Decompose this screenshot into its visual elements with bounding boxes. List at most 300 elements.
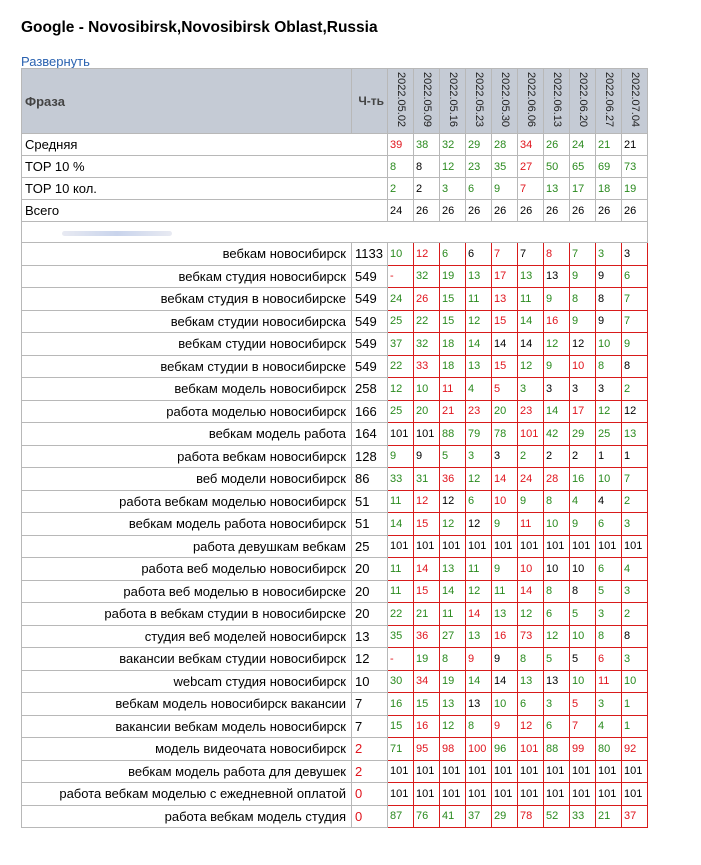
position-cell: 13 <box>466 693 492 716</box>
phrase-cell[interactable]: работа вебкам моделью новосибирск <box>22 490 352 513</box>
count-cell: 86 <box>352 468 388 491</box>
summary-value: 3 <box>440 178 466 200</box>
expand-link[interactable]: Развернуть <box>21 54 90 69</box>
position-cell: 1 <box>596 445 622 468</box>
position-cell: 3 <box>570 378 596 401</box>
position-cell: 14 <box>544 400 570 423</box>
summary-value: 26 <box>492 200 518 222</box>
position-cell: 101 <box>440 760 466 783</box>
position-cell: - <box>388 265 414 288</box>
phrase-cell[interactable]: модель видеочата новосибирск <box>22 738 352 761</box>
summary-value: 32 <box>440 134 466 156</box>
position-cell: 3 <box>466 445 492 468</box>
position-cell: 14 <box>388 513 414 536</box>
position-cell: 37 <box>622 805 648 828</box>
position-cell: 10 <box>622 670 648 693</box>
position-cell: 9 <box>492 648 518 671</box>
date-column-header[interactable] <box>518 69 544 134</box>
table-row <box>22 378 648 401</box>
position-cell: 18 <box>440 333 466 356</box>
date-column-header[interactable] <box>544 69 570 134</box>
date-column-header[interactable] <box>492 69 518 134</box>
count-cell: 7 <box>352 693 388 716</box>
count-column-header[interactable]: Ч-ть <box>352 69 388 134</box>
position-cell: 5 <box>570 693 596 716</box>
table-row <box>22 580 648 603</box>
position-cell: 10 <box>570 355 596 378</box>
position-cell: 13 <box>622 423 648 446</box>
table-row <box>22 513 648 536</box>
position-cell: 22 <box>414 310 440 333</box>
position-cell: 11 <box>596 670 622 693</box>
count-cell: 10 <box>352 670 388 693</box>
date-column-header[interactable] <box>414 69 440 134</box>
position-cell: 16 <box>492 625 518 648</box>
phrase-cell[interactable]: работа в вебкам студии в новосибирске <box>22 603 352 626</box>
summary-value: 26 <box>544 200 570 222</box>
phrase-cell[interactable]: работа моделью новосибирск <box>22 400 352 423</box>
position-cell: 24 <box>518 468 544 491</box>
summary-value: 23 <box>466 156 492 178</box>
summary-value: 19 <box>622 178 648 200</box>
phrase-cell[interactable]: вебкам студии в новосибирске <box>22 355 352 378</box>
position-cell: 22 <box>388 355 414 378</box>
phrase-cell[interactable]: вебкам модель работа <box>22 423 352 446</box>
position-cell: 76 <box>414 805 440 828</box>
position-cell: 101 <box>596 760 622 783</box>
position-cell: 101 <box>492 783 518 806</box>
position-cell: 31 <box>414 468 440 491</box>
position-cell: 15 <box>440 310 466 333</box>
count-cell: 1133 <box>352 243 388 266</box>
position-cell: 101 <box>544 760 570 783</box>
position-cell: 96 <box>492 738 518 761</box>
summary-value: 21 <box>596 134 622 156</box>
position-cell: 7 <box>570 243 596 266</box>
position-cell: 3 <box>596 378 622 401</box>
position-cell: 101 <box>622 760 648 783</box>
count-cell: 25 <box>352 535 388 558</box>
phrase-column-header[interactable]: Фраза <box>22 69 352 134</box>
position-cell: 14 <box>518 310 544 333</box>
position-cell: 80 <box>596 738 622 761</box>
date-label: 2022.05.30 <box>498 72 511 128</box>
phrase-cell[interactable]: вебкам модель работа для девушек <box>22 760 352 783</box>
position-cell: 14 <box>518 333 544 356</box>
position-cell: 8 <box>544 490 570 513</box>
position-cell: 101 <box>596 535 622 558</box>
position-cell: 2 <box>570 445 596 468</box>
position-cell: 14 <box>466 670 492 693</box>
position-cell: 11 <box>466 558 492 581</box>
position-cell: 9 <box>492 715 518 738</box>
count-cell: 20 <box>352 603 388 626</box>
position-cell: 10 <box>570 558 596 581</box>
position-cell: 9 <box>570 513 596 536</box>
position-cell: 12 <box>596 400 622 423</box>
position-cell: 11 <box>388 580 414 603</box>
position-cell: 9 <box>544 288 570 311</box>
phrase-cell[interactable]: студия веб моделей новосибирск <box>22 625 352 648</box>
position-cell: 6 <box>622 265 648 288</box>
summary-value: 50 <box>544 156 570 178</box>
position-cell: 8 <box>596 355 622 378</box>
summary-value: 26 <box>622 200 648 222</box>
position-cell: 10 <box>414 378 440 401</box>
position-cell: 101 <box>518 535 544 558</box>
table-row <box>22 693 648 716</box>
position-cell: 37 <box>466 805 492 828</box>
position-cell: 16 <box>570 468 596 491</box>
position-cell: 6 <box>544 603 570 626</box>
summary-value: 6 <box>466 178 492 200</box>
position-cell: 95 <box>414 738 440 761</box>
phrase-cell[interactable]: вебкам новосибирск <box>22 243 352 266</box>
summary-value: 28 <box>492 134 518 156</box>
date-column-header[interactable] <box>622 69 648 134</box>
position-cell: 13 <box>466 265 492 288</box>
phrase-cell[interactable]: работа вебкам новосибирск <box>22 445 352 468</box>
position-cell: 23 <box>466 400 492 423</box>
position-cell: 7 <box>492 243 518 266</box>
phrase-cell[interactable]: работа веб моделью новосибирск <box>22 558 352 581</box>
count-cell: 549 <box>352 310 388 333</box>
table-row <box>22 355 648 378</box>
summary-row <box>22 134 648 156</box>
table-row <box>22 288 648 311</box>
position-cell: 8 <box>570 580 596 603</box>
date-label: 2022.06.13 <box>550 72 563 128</box>
position-cell: 9 <box>388 445 414 468</box>
position-cell: 13 <box>518 670 544 693</box>
position-cell: 2 <box>518 445 544 468</box>
position-cell: 14 <box>492 468 518 491</box>
date-column-header[interactable] <box>440 69 466 134</box>
count-cell: 166 <box>352 400 388 423</box>
position-cell: 12 <box>414 243 440 266</box>
position-cell: 101 <box>544 783 570 806</box>
summary-value: 8 <box>388 156 414 178</box>
position-cell: 101 <box>518 760 544 783</box>
position-cell: 92 <box>622 738 648 761</box>
position-cell: 4 <box>622 558 648 581</box>
phrase-cell[interactable]: работа вебкам моделью с ежедневной оплатой <box>22 783 352 806</box>
summary-value: 26 <box>570 200 596 222</box>
position-cell: 101 <box>544 535 570 558</box>
table-row <box>22 648 648 671</box>
summary-value: 12 <box>440 156 466 178</box>
count-cell: 0 <box>352 805 388 828</box>
summary-value: 73 <box>622 156 648 178</box>
position-cell: 13 <box>544 670 570 693</box>
date-column-header[interactable] <box>596 69 622 134</box>
position-cell: 11 <box>388 490 414 513</box>
position-cell: 10 <box>492 693 518 716</box>
summary-value: 26 <box>596 200 622 222</box>
position-cell: 1 <box>622 715 648 738</box>
table-row <box>22 265 648 288</box>
position-cell: 27 <box>440 625 466 648</box>
date-label: 2022.06.27 <box>602 72 615 128</box>
position-cell: 36 <box>414 625 440 648</box>
summary-value: 26 <box>518 200 544 222</box>
page-title: Google - Novosibirsk,Novosibirsk Oblast,Russia <box>21 19 378 36</box>
position-cell: 12 <box>518 603 544 626</box>
position-cell: 98 <box>440 738 466 761</box>
summary-value: 13 <box>544 178 570 200</box>
position-cell: 10 <box>596 333 622 356</box>
phrase-cell[interactable]: вебкам студии новосибирска <box>22 310 352 333</box>
table-row <box>22 310 648 333</box>
position-cell: 19 <box>414 648 440 671</box>
position-cell: 101 <box>466 535 492 558</box>
count-cell: 164 <box>352 423 388 446</box>
position-cell: 5 <box>570 648 596 671</box>
summary-value: 34 <box>518 134 544 156</box>
position-cell: 71 <box>388 738 414 761</box>
position-cell: 6 <box>596 648 622 671</box>
position-cell: 9 <box>492 558 518 581</box>
position-cell: 13 <box>492 288 518 311</box>
position-cell: 101 <box>570 535 596 558</box>
position-cell: 101 <box>388 760 414 783</box>
position-cell: 19 <box>440 265 466 288</box>
phrase-cell[interactable]: вебкам модель работа новосибирск <box>22 513 352 536</box>
position-cell: 13 <box>440 558 466 581</box>
position-cell: 4 <box>466 378 492 401</box>
summary-label: Средняя <box>22 134 388 156</box>
position-cell: 101 <box>492 760 518 783</box>
position-cell: 11 <box>518 513 544 536</box>
position-cell: 6 <box>596 558 622 581</box>
position-cell: 11 <box>492 580 518 603</box>
position-cell: 10 <box>544 513 570 536</box>
table-row <box>22 400 648 423</box>
count-cell: 51 <box>352 490 388 513</box>
position-cell: 32 <box>414 333 440 356</box>
date-label: 2022.05.02 <box>394 72 407 128</box>
count-cell: 128 <box>352 445 388 468</box>
position-cell: 7 <box>622 288 648 311</box>
position-cell: 6 <box>466 490 492 513</box>
position-cell: 15 <box>414 693 440 716</box>
position-cell: 13 <box>518 265 544 288</box>
position-cell: 41 <box>440 805 466 828</box>
position-cell: 15 <box>414 513 440 536</box>
position-cell: 2 <box>622 378 648 401</box>
summary-value: 7 <box>518 178 544 200</box>
phrase-cell[interactable]: работа девушкам вебкам <box>22 535 352 558</box>
position-cell: 3 <box>622 648 648 671</box>
position-cell: 8 <box>596 625 622 648</box>
phrase-cell[interactable]: вебкам студия в новосибирске <box>22 288 352 311</box>
position-cell: 100 <box>466 738 492 761</box>
summary-value: 39 <box>388 134 414 156</box>
phrase-cell[interactable]: вакансии вебкам модель новосибирск <box>22 715 352 738</box>
summary-value: 38 <box>414 134 440 156</box>
position-cell: 13 <box>466 355 492 378</box>
table-row <box>22 423 648 446</box>
position-cell: 101 <box>414 783 440 806</box>
position-cell: 33 <box>388 468 414 491</box>
count-cell: 12 <box>352 648 388 671</box>
summary-value: 26 <box>414 200 440 222</box>
phrase-cell[interactable]: вебкам модель новосибирск вакансии <box>22 693 352 716</box>
position-cell: 5 <box>570 603 596 626</box>
date-label: 2022.05.16 <box>446 72 459 128</box>
summary-row <box>22 156 648 178</box>
table-row <box>22 243 648 266</box>
position-cell: 8 <box>518 648 544 671</box>
date-column-header[interactable] <box>466 69 492 134</box>
position-cell: 29 <box>570 423 596 446</box>
count-cell: 20 <box>352 558 388 581</box>
position-cell: 2 <box>544 445 570 468</box>
position-cell: 5 <box>544 648 570 671</box>
phrase-cell[interactable]: webcam студия новосибирск <box>22 670 352 693</box>
position-cell: 8 <box>596 288 622 311</box>
phrase-cell[interactable]: вебкам студии новосибирск <box>22 333 352 356</box>
position-cell: 12 <box>544 625 570 648</box>
position-cell: 101 <box>596 783 622 806</box>
phrase-cell[interactable]: вебкам студия новосибирск <box>22 265 352 288</box>
position-cell: 87 <box>388 805 414 828</box>
position-cell: 37 <box>388 333 414 356</box>
position-cell: 14 <box>440 580 466 603</box>
summary-value: 17 <box>570 178 596 200</box>
position-cell: 14 <box>518 580 544 603</box>
position-cell: 88 <box>440 423 466 446</box>
position-cell: 10 <box>544 558 570 581</box>
position-cell: 6 <box>440 243 466 266</box>
position-cell: 3 <box>596 603 622 626</box>
table-header-row <box>22 69 648 134</box>
position-cell: 2 <box>622 490 648 513</box>
position-cell: 15 <box>388 715 414 738</box>
position-cell: 13 <box>466 625 492 648</box>
position-cell: 101 <box>518 423 544 446</box>
position-cell: 101 <box>622 783 648 806</box>
table-row <box>22 333 648 356</box>
position-cell: 15 <box>492 310 518 333</box>
position-cell: 3 <box>622 513 648 536</box>
position-cell: 9 <box>544 355 570 378</box>
position-cell: 6 <box>596 513 622 536</box>
table-row <box>22 558 648 581</box>
spacer-cell <box>22 222 648 243</box>
position-cell: 30 <box>388 670 414 693</box>
summary-label: TOP 10 % <box>22 156 388 178</box>
summary-value: 24 <box>388 200 414 222</box>
position-cell: 15 <box>492 355 518 378</box>
table-row <box>22 670 648 693</box>
position-cell: 13 <box>440 693 466 716</box>
summary-row <box>22 178 648 200</box>
table-row <box>22 603 648 626</box>
summary-row <box>22 200 648 222</box>
position-cell: 11 <box>440 603 466 626</box>
phrase-cell[interactable]: веб модели новосибирск <box>22 468 352 491</box>
position-cell: 101 <box>466 783 492 806</box>
date-column-header[interactable] <box>570 69 596 134</box>
count-cell: 0 <box>352 783 388 806</box>
position-cell: 3 <box>518 378 544 401</box>
table-row <box>22 738 648 761</box>
position-cell: 1 <box>622 445 648 468</box>
summary-value: 35 <box>492 156 518 178</box>
position-cell: 16 <box>544 310 570 333</box>
position-cell: 101 <box>622 535 648 558</box>
phrase-cell[interactable]: вакансии вебкам студии новосибирск <box>22 648 352 671</box>
summary-value: 9 <box>492 178 518 200</box>
position-cell: 17 <box>492 265 518 288</box>
position-cell: 52 <box>544 805 570 828</box>
position-cell: 14 <box>466 333 492 356</box>
position-cell: 4 <box>596 715 622 738</box>
position-cell: 11 <box>518 288 544 311</box>
phrase-cell[interactable]: работа веб моделью в новосибирске <box>22 580 352 603</box>
position-cell: 8 <box>544 243 570 266</box>
position-cell: 8 <box>570 288 596 311</box>
position-cell: 23 <box>518 400 544 423</box>
position-cell: 12 <box>414 490 440 513</box>
count-cell: 2 <box>352 760 388 783</box>
position-cell: - <box>388 648 414 671</box>
phrase-cell[interactable]: вебкам модель новосибирск <box>22 378 352 401</box>
position-cell: 3 <box>544 693 570 716</box>
position-cell: 18 <box>440 355 466 378</box>
position-cell: 14 <box>466 603 492 626</box>
position-cell: 1 <box>622 693 648 716</box>
position-cell: 3 <box>492 445 518 468</box>
position-cell: 22 <box>388 603 414 626</box>
phrase-cell[interactable]: работа вебкам модель студия <box>22 805 352 828</box>
position-cell: 14 <box>492 670 518 693</box>
summary-value: 26 <box>440 200 466 222</box>
count-cell: 2 <box>352 738 388 761</box>
position-cell: 21 <box>596 805 622 828</box>
position-cell: 7 <box>570 715 596 738</box>
table-row <box>22 625 648 648</box>
summary-value: 24 <box>570 134 596 156</box>
position-cell: 3 <box>622 580 648 603</box>
date-column-header[interactable] <box>388 69 414 134</box>
position-cell: 33 <box>570 805 596 828</box>
count-cell: 7 <box>352 715 388 738</box>
position-cell: 3 <box>596 243 622 266</box>
position-cell: 32 <box>414 265 440 288</box>
table-row <box>22 445 648 468</box>
position-cell: 101 <box>440 535 466 558</box>
position-cell: 12 <box>466 513 492 536</box>
position-cell: 20 <box>492 400 518 423</box>
position-cell: 101 <box>518 783 544 806</box>
table-row <box>22 490 648 513</box>
position-cell: 25 <box>388 310 414 333</box>
position-cell: 33 <box>414 355 440 378</box>
position-cell: 6 <box>518 693 544 716</box>
position-cell: 99 <box>570 738 596 761</box>
count-cell: 549 <box>352 265 388 288</box>
count-cell: 549 <box>352 333 388 356</box>
position-cell: 11 <box>466 288 492 311</box>
position-cell: 9 <box>596 265 622 288</box>
table-row <box>22 535 648 558</box>
position-cell: 101 <box>492 535 518 558</box>
position-cell: 101 <box>518 738 544 761</box>
position-cell: 73 <box>518 625 544 648</box>
position-cell: 3 <box>596 693 622 716</box>
